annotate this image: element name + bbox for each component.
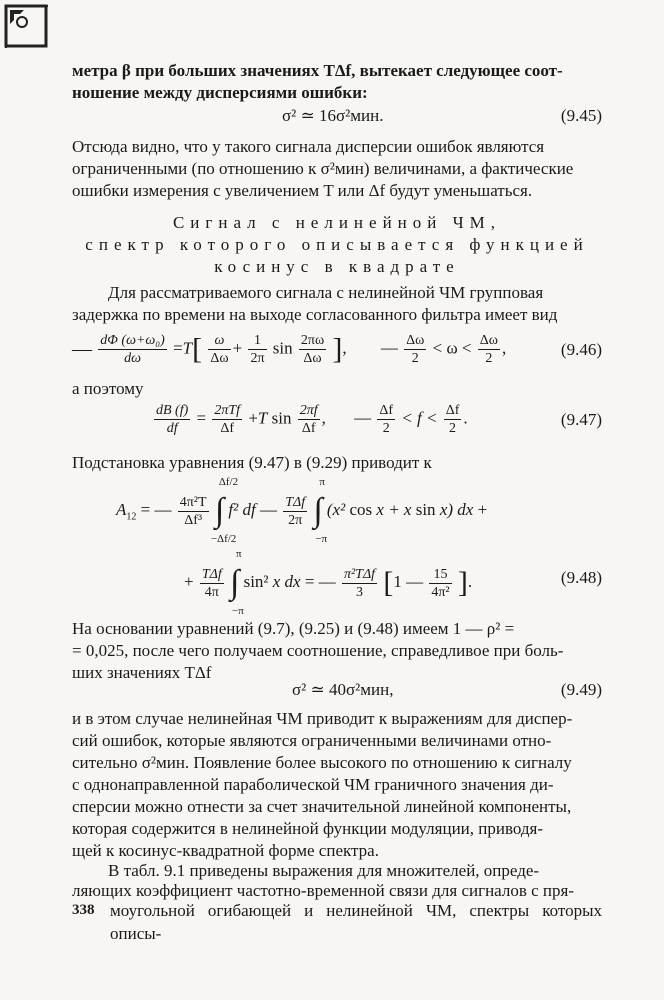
equation-9-46: — $\frac{\text{dΦ (ω+ω₀)}}{d\omega}$ =T[ $\frac{\omega}{\Delta\omega}$ + $\frac{1}{2\pi}$ sin $\frac{2\pi\omega}{\Delta\omega}$ ], — $\frac{\Delta\omega}{2}$ < ω < $\frac{\Delta\omega}{2}$ , (9.46) xyxy=(72,332,602,366)
text-line: щей к косинус-квадратной форме спектра. xyxy=(72,841,379,860)
text-line: метра β при больших значениях TΔf, вытекает следующее соот- xyxy=(72,61,563,80)
text-line: сперсии можно отнести за счет значительной линейной компоненты, xyxy=(72,797,572,816)
equation-number: (9.48) xyxy=(560,568,602,587)
text-line: с однонаправленной параболической ЧМ граничного значения ди- xyxy=(72,775,554,794)
equation-number: (9.46) xyxy=(560,340,602,359)
text-line: ляющих коэффициент частотно-временной связи для сигналов с пря- xyxy=(72,881,574,900)
equation-text: σ² ≃ 40σ²мин, xyxy=(292,680,394,699)
text-line: Для рассматриваемого сигнала с нелинейной ЧМ групповая xyxy=(108,283,544,302)
text-line: В табл. 9.1 приведены выражения для множителей, опреде- xyxy=(108,861,540,880)
text-line: которая содержится в нелинейной функции модуляции, приводя- xyxy=(72,819,544,838)
text-line: ших значениях TΔf xyxy=(72,663,212,682)
section-heading: спектр которого описывается функцией xyxy=(85,235,589,254)
equation-9-49 xyxy=(72,680,602,704)
corner-ornament xyxy=(4,4,50,50)
equation-9-48-line-2: + $\frac{\text{TΔf}}{4\pi}$ ∫ π −π sin² x dx = — $\frac{\text{π²TΔf}}{3}$ [1 — $\frac{15}{\text{4π²}}$ ]. (9.48) xyxy=(184,548,602,617)
text-line: а поэтому xyxy=(72,379,144,398)
text-line: ошибки измерения с увеличением T или Δf будут уменьшаться. xyxy=(72,181,533,200)
text-line: ограниченными (по отношению к σ²мин) величинами, а фактические xyxy=(72,159,574,178)
text-line: сительно σ²мин. Появление более высокого по отношению к сигналу xyxy=(72,753,572,772)
page-number: 338 xyxy=(72,902,95,918)
text-line: Подстановка уравнения (9.47) в (9.29) приводит к xyxy=(72,453,432,472)
text-line: На основании уравнений (9.7), (9.25) и (9.48) имеем 1 — ρ² = xyxy=(72,619,515,638)
text-line: сий ошибок, которые являются ограниченными величинами отно- xyxy=(72,731,552,750)
equation-number: (9.47) xyxy=(560,410,602,429)
text-line: Отсюда видно, что у такого сигнала дисперсии ошибок являются xyxy=(72,137,545,156)
equation-text: σ² ≃ 16σ²мин. xyxy=(282,106,384,125)
text-line: и в этом случае нелинейная ЧМ приводит к выражениям для диспер- xyxy=(72,709,573,728)
text-line: = 0,025, после чего получаем соотношение, справедливое при боль- xyxy=(72,641,564,660)
text-line: задержка по времени на выходе согласованного фильтра имеет вид xyxy=(72,305,558,324)
equation-9-47: $\frac{dB (f)}{df}$ = $\frac{\text{2πTf}}{\Delta f}$ +T sin $\frac{2\pi f}{\Delta f}$ , — $\frac{\Delta f}{2}$ < f < $\frac{\Delta f}{2}$ . (9.47) xyxy=(156,403,602,436)
text-line: ношение между дисперсиями ошибки: xyxy=(72,83,368,102)
section-heading: Сигнал с нелинейной ЧМ, xyxy=(172,213,502,232)
equation-number: (9.45) xyxy=(560,106,602,125)
section-heading: косинус в квадрате xyxy=(214,257,460,276)
equation-number: (9.49) xyxy=(560,680,602,699)
equation-9-45 xyxy=(72,106,602,130)
equation-9-48-line-1: $A_{12}$ = — $\frac{\text{4π²T}}{\text{Δf³}}$ ∫ Δf/2 −Δf/2 f² df — $\frac{\text{TΔf}}{2\pi}$ ∫ π −π (x² cos x + x sin x) dx + xyxy=(116,476,488,545)
text-line: моугольной огибающей и нелинейной ЧМ, спектры которых описы- xyxy=(110,901,602,943)
